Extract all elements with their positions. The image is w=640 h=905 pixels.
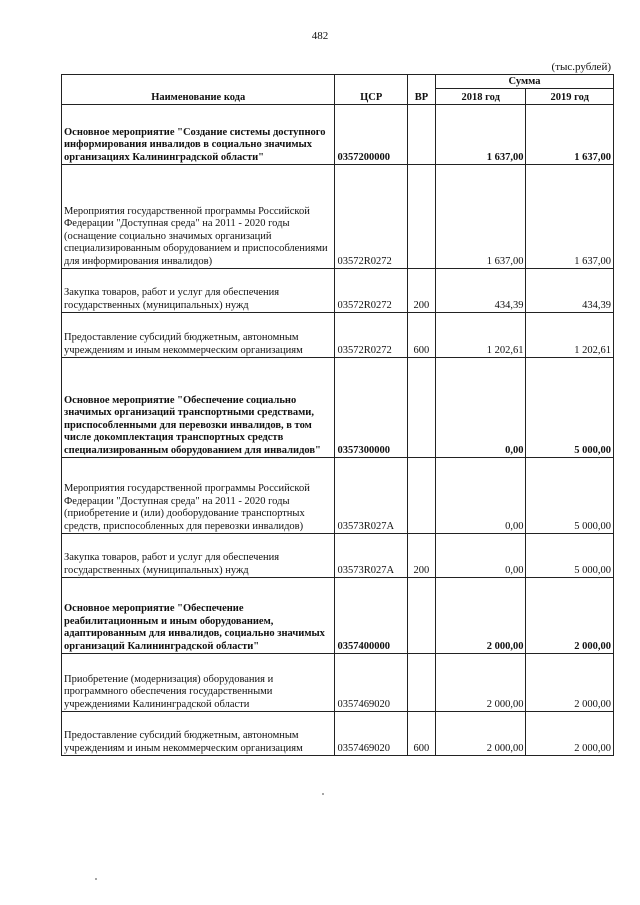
table-row — [62, 105, 614, 165]
table-row — [62, 358, 614, 458]
table-row — [62, 313, 614, 358]
row-csr: 03572R0272 — [335, 165, 407, 269]
row-2019: 5 000,00 — [526, 458, 614, 534]
row-name: Предоставление субсидий бюджетным, автономным учреждениям и иным некоммерческим организациям — [64, 730, 303, 754]
table-row — [62, 712, 614, 756]
row-2019: 434,39 — [526, 269, 614, 313]
row-vr — [407, 358, 435, 458]
row-2018: 1 637,00 — [436, 165, 526, 269]
unit-note: (тыс.рублей) — [551, 61, 611, 73]
row-2019: 2 000,00 — [526, 578, 614, 654]
table-row — [62, 269, 614, 313]
row-2019: 5 000,00 — [526, 534, 614, 578]
header-name: Наименование кода — [62, 75, 335, 105]
row-name: Основное мероприятие "Обеспечение реабилитационным и иным оборудованием, адаптированным для инвалидов, социально значимых организаций Калининградской области" — [64, 603, 325, 652]
row-2018: 2 000,00 — [436, 712, 526, 756]
row-name: Основное мероприятие "Создание системы доступного информирования инвалидов в социально значимых организациях Калининградской области" — [64, 126, 326, 163]
row-vr: 200 — [407, 534, 435, 578]
row-2018: 434,39 — [436, 269, 526, 313]
row-csr: 0357400000 — [335, 578, 407, 654]
page-number: 482 — [311, 30, 329, 42]
row-2019: 1 202,61 — [526, 313, 614, 358]
row-2018: 2 000,00 — [436, 654, 526, 712]
row-vr — [407, 458, 435, 534]
row-2018: 2 000,00 — [436, 578, 526, 654]
table-row — [62, 458, 614, 534]
row-vr: 600 — [407, 313, 435, 358]
row-2019: 2 000,00 — [526, 712, 614, 756]
row-csr: 03572R0272 — [335, 269, 407, 313]
row-2019: 2 000,00 — [526, 654, 614, 712]
scan-speck — [95, 878, 97, 880]
table-row — [62, 654, 614, 712]
header-year-2018: 2018 год — [436, 89, 526, 105]
row-csr: 0357469020 — [335, 654, 407, 712]
row-2018: 0,00 — [436, 358, 526, 458]
row-csr: 03572R0272 — [335, 313, 407, 358]
row-2018: 0,00 — [436, 534, 526, 578]
row-name: Мероприятия государственной программы Российской Федерации "Доступная среда" на 2011 - 2020 годы (приобретение и (или) дооборудование транспортных средств, приспособленных для перевозки инвалидов) — [64, 483, 310, 532]
row-csr: 03573R027A — [335, 534, 407, 578]
row-name: Приобретение (модернизация) оборудования и программного обеспечения государственными учреждениями Калининградской области — [64, 673, 274, 710]
row-vr: 600 — [407, 712, 435, 756]
row-vr — [407, 165, 435, 269]
row-2019: 1 637,00 — [526, 165, 614, 269]
row-vr: 200 — [407, 269, 435, 313]
row-name: Закупка товаров, работ и услуг для обеспечения государственных (муниципальных) нужд — [64, 552, 280, 576]
row-2019: 5 000,00 — [526, 358, 614, 458]
row-2018: 0,00 — [436, 458, 526, 534]
row-vr — [407, 105, 435, 165]
row-vr — [407, 578, 435, 654]
row-2018: 1 202,61 — [436, 313, 526, 358]
table-row — [62, 578, 614, 654]
row-csr: 0357300000 — [335, 358, 407, 458]
scan-speck — [322, 793, 324, 795]
row-2018: 1 637,00 — [436, 105, 526, 165]
row-name: Предоставление субсидий бюджетным, автономным учреждениям и иным некоммерческим организациям — [64, 332, 303, 356]
header-csr: ЦСР — [335, 75, 407, 105]
row-name: Основное мероприятие "Обеспечение социально значимых организаций транспортными средствами, приспособленными для перевозки инвалидов, в том числе докомплектация транспортных средств специализированным оборудованием для инвалидов" — [64, 394, 321, 456]
row-csr: 0357469020 — [335, 712, 407, 756]
table-row — [62, 534, 614, 578]
row-name: Закупка товаров, работ и услуг для обеспечения государственных (муниципальных) нужд — [64, 287, 280, 311]
header-year-2019: 2019 год — [526, 89, 614, 105]
table-row — [62, 165, 614, 269]
row-name: Мероприятия государственной программы Российской Федерации "Доступная среда" на 2011 - 2020 годы (оснащение социально значимых организаций специализированным оборудованием и приспособлениями для информирования инвалидов) — [64, 205, 328, 267]
row-csr: 03573R027A — [335, 458, 407, 534]
header-vr: ВР — [407, 75, 435, 105]
budget-table — [61, 74, 614, 756]
row-vr — [407, 654, 435, 712]
row-csr: 0357200000 — [335, 105, 407, 165]
header-sum: Сумма — [436, 75, 614, 89]
row-2019: 1 637,00 — [526, 105, 614, 165]
